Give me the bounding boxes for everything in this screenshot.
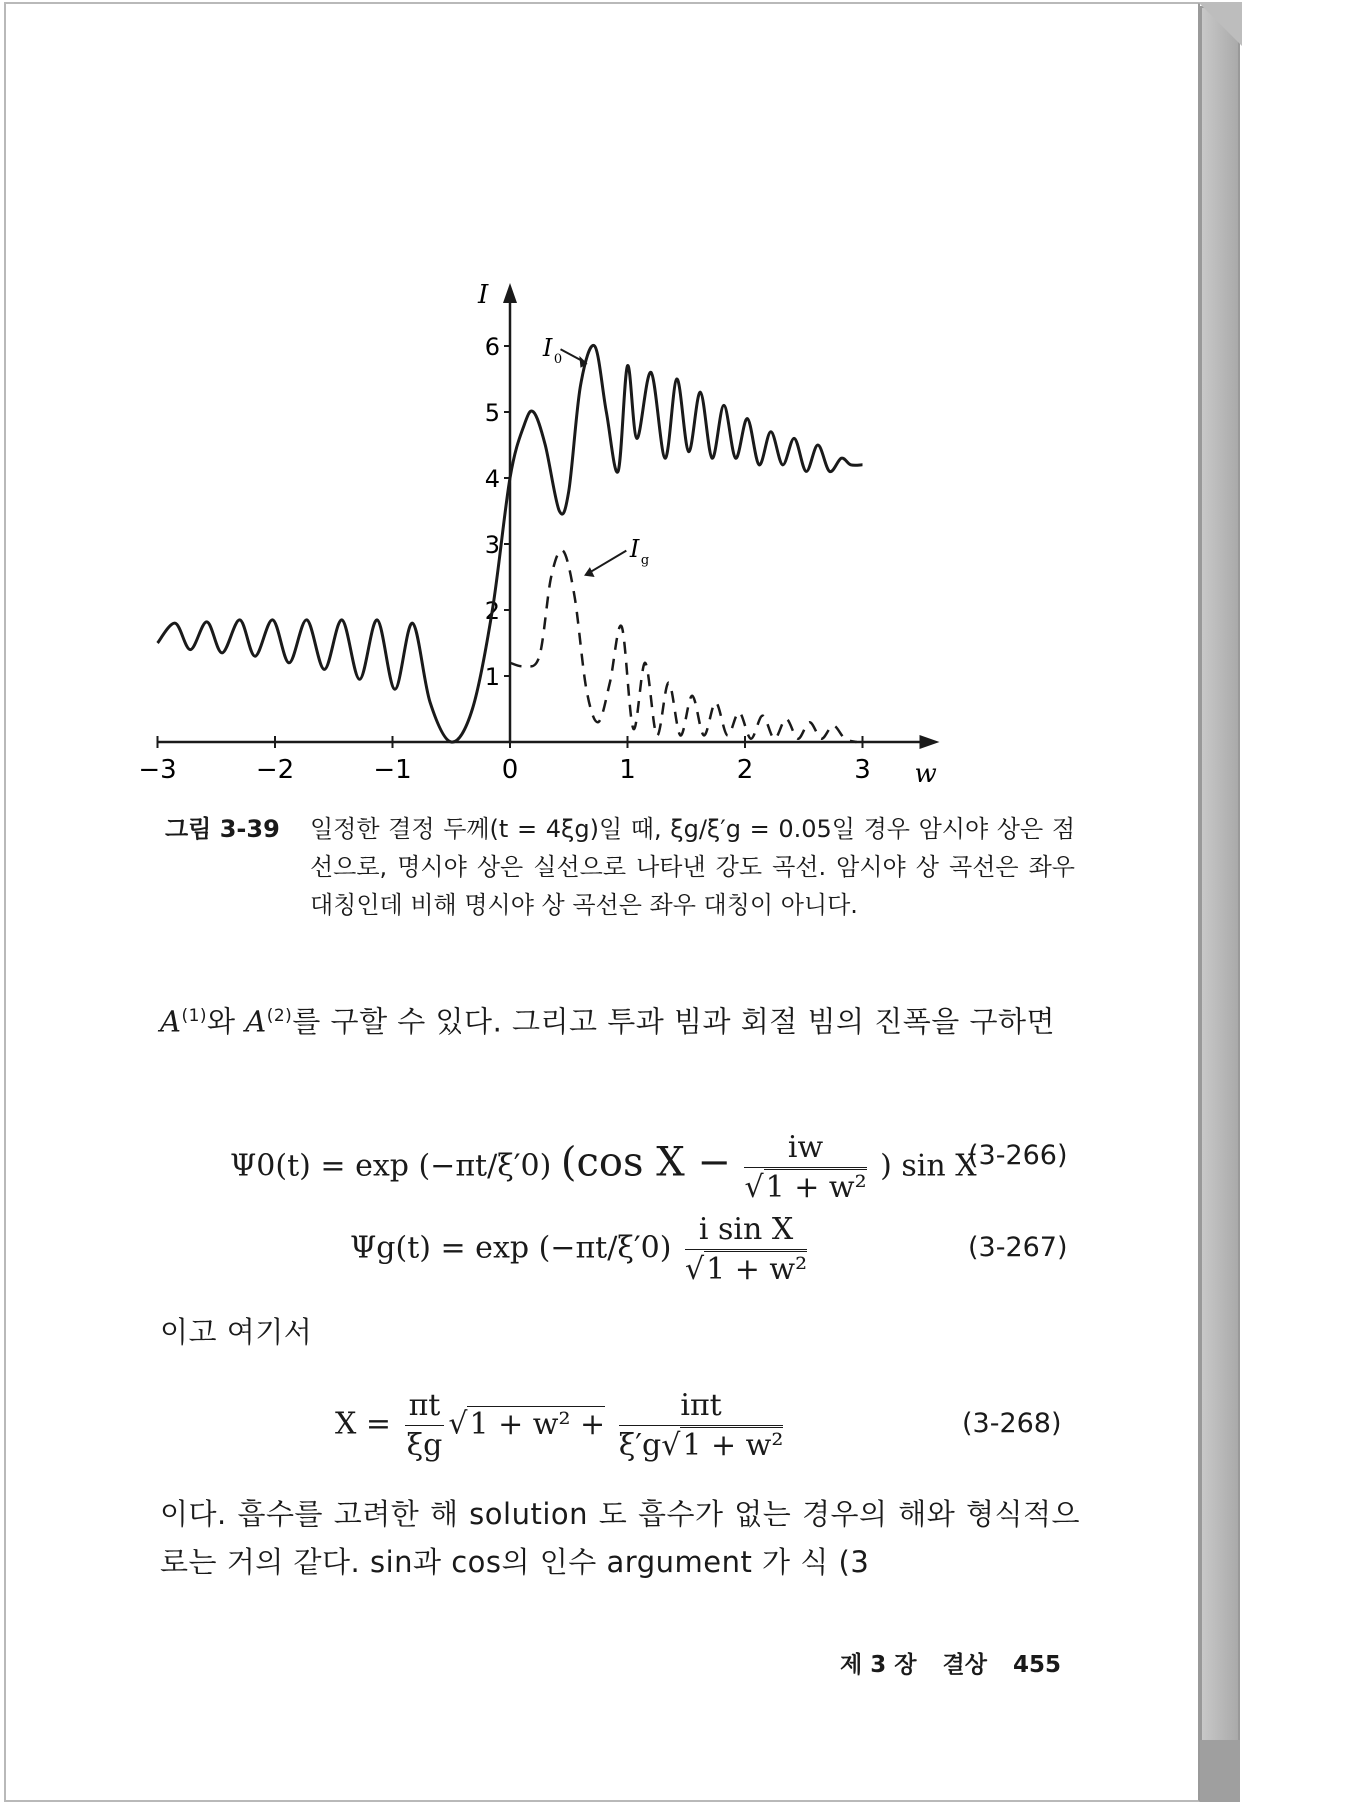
series-Ig-line xyxy=(510,550,857,742)
intensity-chart xyxy=(138,260,1080,800)
conjunction-wa: 와 xyxy=(207,1004,236,1039)
equation-3-268: X = $\frac{\pi t}{\xi g}$ √1 + w² + $\frac{\text{iπt}}{\text{ξ′g√1 + w²}}$ xyxy=(335,1388,784,1463)
paragraph-2: 이고 여기서 xyxy=(160,1315,313,1349)
y-tick-label: 1 xyxy=(484,663,500,691)
x-tick-label: −1 xyxy=(373,755,412,785)
paragraph-1 xyxy=(160,992,1080,1046)
eq268-num1: πt xyxy=(405,1388,445,1426)
eq266-den: √1 + w² xyxy=(744,1170,867,1205)
amplitude-a1: A xyxy=(160,1004,182,1039)
page-stack-shadow xyxy=(1200,1740,1240,1802)
equation-number-268: (3-268) xyxy=(962,1408,1062,1439)
y-tick-label: 5 xyxy=(484,399,500,427)
paragraph-3: 이다. 흡수를 고려한 해 solution 도 흡수가 없는 경우의 해와 형식적으로는 거의 같다. sin과 cos의 인수 argument 가 식 (3 xyxy=(160,1497,1080,1579)
x-axis-label: w xyxy=(914,759,937,789)
eq267-den: √1 + w² xyxy=(685,1252,808,1287)
y-tick-label: 6 xyxy=(484,333,500,361)
y-axis-arrow xyxy=(503,283,517,303)
eq266-num: iw xyxy=(744,1130,866,1168)
x-tick-label: 1 xyxy=(619,755,636,785)
amplitude-a1-sup: (1) xyxy=(181,1006,208,1026)
eq266-open: (cos X − xyxy=(560,1139,731,1186)
paragraph-1-text: 를 구할 수 있다. 그리고 투과 빔과 회절 빔의 진폭을 구하면 xyxy=(292,1004,1056,1039)
eq268-fraction-2 xyxy=(619,1388,784,1463)
x-tick-label: 3 xyxy=(854,755,871,785)
equation-number-267: (3-267) xyxy=(968,1232,1068,1263)
eq268-den2: ξ′g√1 + w² xyxy=(618,1428,784,1463)
y-tick-label: 2 xyxy=(484,597,500,625)
amplitude-a2-sup: (2) xyxy=(266,1006,293,1026)
equation-number-266: (3-266) xyxy=(968,1140,1068,1171)
y-tick-label: 4 xyxy=(484,465,500,493)
amplitude-a2: A xyxy=(245,1004,267,1039)
caption-label: 그림 3-39 xyxy=(165,815,280,843)
eq267-den-radicand: 1 + w² xyxy=(706,1252,808,1287)
eq268-num2: iπt xyxy=(619,1388,784,1426)
eq268-den2a: ξ′g xyxy=(618,1428,662,1463)
x-tick-label: 0 xyxy=(501,755,519,785)
x-tick-label: −2 xyxy=(255,755,295,785)
caption-text: 일정한 결정 두께(t = 4ξg)일 때, ξg/ξ′g = 0.05일 경우 암시야 상은 점선으로, 명시야 상은 실선으로 나타낸 강도 곡선. 암시야 상 곡선은 좌우 대칭인데 비해 명시야 상 곡선은 좌우 대칭이 아니다. xyxy=(310,815,1075,919)
eq268-den1: ξg xyxy=(406,1428,443,1463)
x-axis-arrow xyxy=(920,735,940,749)
equation-3-267 xyxy=(350,1212,811,1287)
eq267-num: i sin X xyxy=(685,1212,807,1250)
eq268-fraction-1 xyxy=(405,1388,445,1463)
eq268-lhs: X = xyxy=(335,1406,392,1442)
footer-title: 결상 xyxy=(942,1652,987,1678)
page-stack-edge xyxy=(1200,6,1240,1802)
eq268-den2b: 1 + w² xyxy=(682,1428,784,1463)
eq266-close: ) sin X xyxy=(880,1148,977,1184)
x-tick-label: −3 xyxy=(138,755,177,785)
eq268-mid: 1 + w² + xyxy=(469,1406,606,1442)
footer-chapter: 제 3 장 xyxy=(840,1652,917,1678)
eq266-lhs: Ψ0(t) = exp (−πt/ξ′0) xyxy=(230,1148,552,1184)
series-Ig-label-sub: g xyxy=(640,553,650,569)
series-Ig-label: I xyxy=(629,535,640,564)
eq267-lhs: Ψg(t) = exp (−πt/ξ′0) xyxy=(350,1230,672,1266)
page-number: 455 xyxy=(1012,1652,1061,1678)
eq267-fraction xyxy=(685,1212,807,1287)
eq266-den-radicand: 1 + w² xyxy=(765,1170,867,1205)
series-I0-label-sub: 0 xyxy=(553,351,563,367)
eq266-fraction xyxy=(744,1130,866,1205)
page-stack-corner xyxy=(1198,2,1242,46)
y-axis-label: I xyxy=(478,280,489,310)
y-tick-label: 3 xyxy=(484,531,500,559)
equation-3-266 xyxy=(230,1130,977,1205)
page-footer xyxy=(840,1646,1079,1679)
series-Ig-pointer-head xyxy=(584,567,595,577)
series-Ig-pointer xyxy=(588,551,627,574)
x-tick-label: 2 xyxy=(736,755,754,785)
series-I0-label: I xyxy=(542,333,553,362)
